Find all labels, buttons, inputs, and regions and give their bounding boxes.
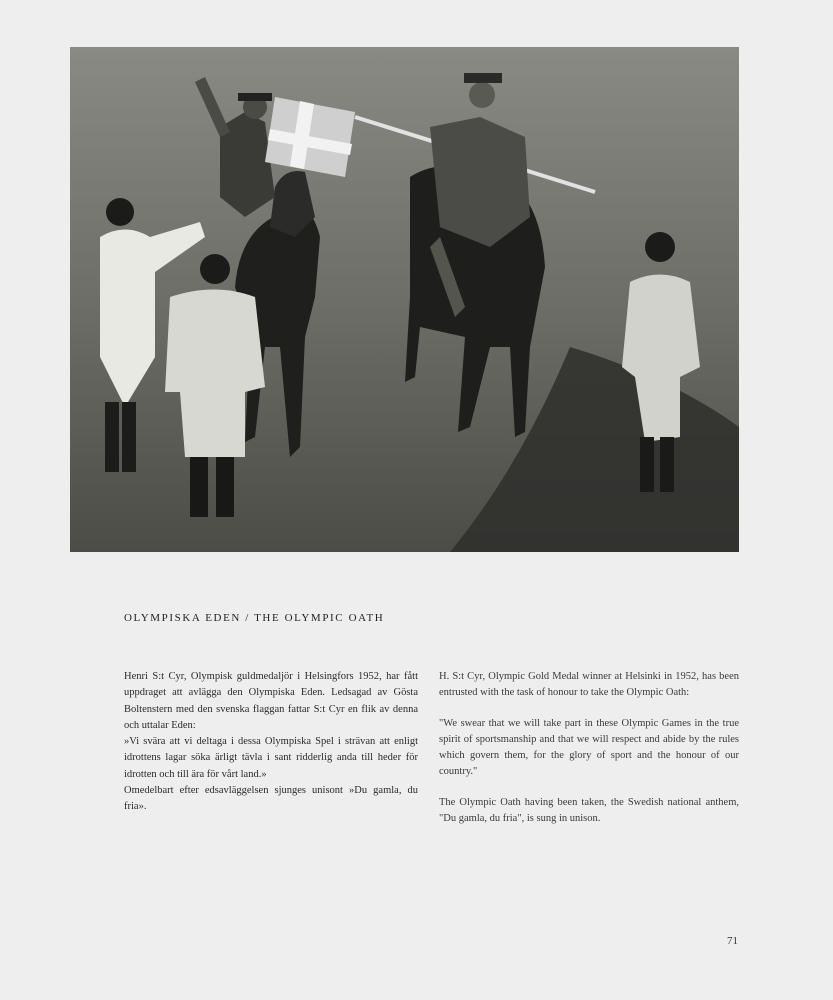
english-column bbox=[439, 669, 739, 827]
english-anthem: The Olympic Oath having been taken, the Swedish national anthem, "Du gamla, du fria", is sung in unison. bbox=[439, 796, 739, 825]
photo-illustration bbox=[70, 47, 739, 552]
swedish-oath: »Vi svära att vi deltaga i dessa Olympiska Spel i strävan att enligt idrottens lagar söka ärligt tävla i sant ridderlig anda till heder för idrotten och till ära för vårt land.» bbox=[124, 736, 418, 780]
swedish-intro: Henri S:t Cyr, Olympisk guldmedaljör i Helsingfors 1952, har fått uppdraget att avlägga den Olympiska Eden. Ledsagad av Gösta Boltenstern med den svenska flaggan fattar S:t Cyr en flik av denna och uttalar Eden: bbox=[124, 671, 418, 731]
english-oath: "We swear that we will take part in these Olympic Games in the true spirit of sportsmanship and that we will respect and abide by the rules which govern them, for the glory of sport and the honour of our country." bbox=[439, 717, 739, 778]
page-number: 71 bbox=[727, 935, 738, 947]
english-intro: H. S:t Cyr, Olympic Gold Medal winner at Helsinki in 1952, has been entrusted with the task of honour to take the Olympic Oath: bbox=[439, 671, 739, 699]
swedish-anthem: Omedelbart efter edsavläggelsen sjunges unisont »Du gamla, du fria». bbox=[124, 785, 418, 813]
swedish-column bbox=[124, 669, 418, 816]
section-heading: OLYMPISKA EDEN / THE OLYMPIC OATH bbox=[124, 612, 385, 624]
olympic-oath-photo bbox=[70, 47, 739, 552]
